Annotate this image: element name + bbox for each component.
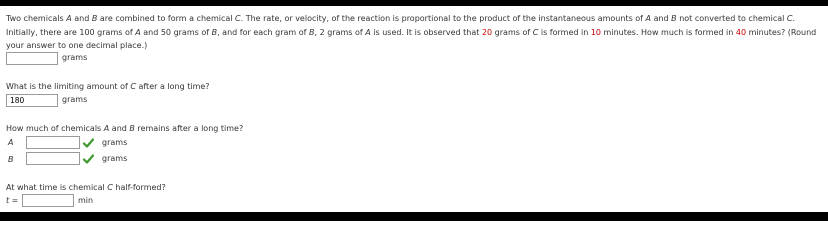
remaining-b-unit: grams: [102, 154, 128, 163]
half-formed-time-input[interactable]: [22, 194, 74, 207]
bottom-border: [0, 212, 828, 221]
problem-statement: Two chemicals A and B are combined to form a chemical C. The rate, or velocity, of the reaction is proportional to the product of the instantaneous amounts of A and B not converted to chemical C. Initially, there are 100 grams of A and 50 grams of B, and for each gram of B, 2 grams of A is used. It is observed that 20 grams of C is formed in 10 minutes. How much is formed in 40 minutes? (Round your answer to one decimal place.): [6, 14, 817, 50]
half-formed-question: At what time is chemical C half-formed?: [6, 183, 166, 192]
remaining-a-input[interactable]: [26, 136, 80, 149]
amount-formed-unit: grams: [62, 53, 88, 62]
check-mark-icon: [83, 154, 94, 164]
top-border: [0, 0, 828, 6]
row-b-label: B: [8, 155, 14, 164]
limiting-amount-input[interactable]: [6, 94, 58, 107]
amount-formed-input[interactable]: [6, 52, 58, 65]
time-variable-label: t =: [6, 196, 19, 205]
target-minutes-value: 40: [735, 27, 747, 37]
half-formed-time-unit: min: [78, 196, 94, 205]
limiting-amount-question: What is the limiting amount of C after a long time?: [6, 82, 210, 91]
remaining-a-unit: grams: [102, 138, 128, 147]
observed-minutes-value: 10: [590, 27, 602, 37]
row-a-label: A: [8, 138, 14, 147]
check-mark-icon: [83, 138, 94, 148]
limiting-amount-unit: grams: [62, 95, 88, 104]
observed-grams-value: 20: [481, 27, 493, 37]
remaining-amounts-question: How much of chemicals A and B remains after a long time?: [6, 124, 244, 133]
remaining-b-input[interactable]: [26, 152, 80, 165]
